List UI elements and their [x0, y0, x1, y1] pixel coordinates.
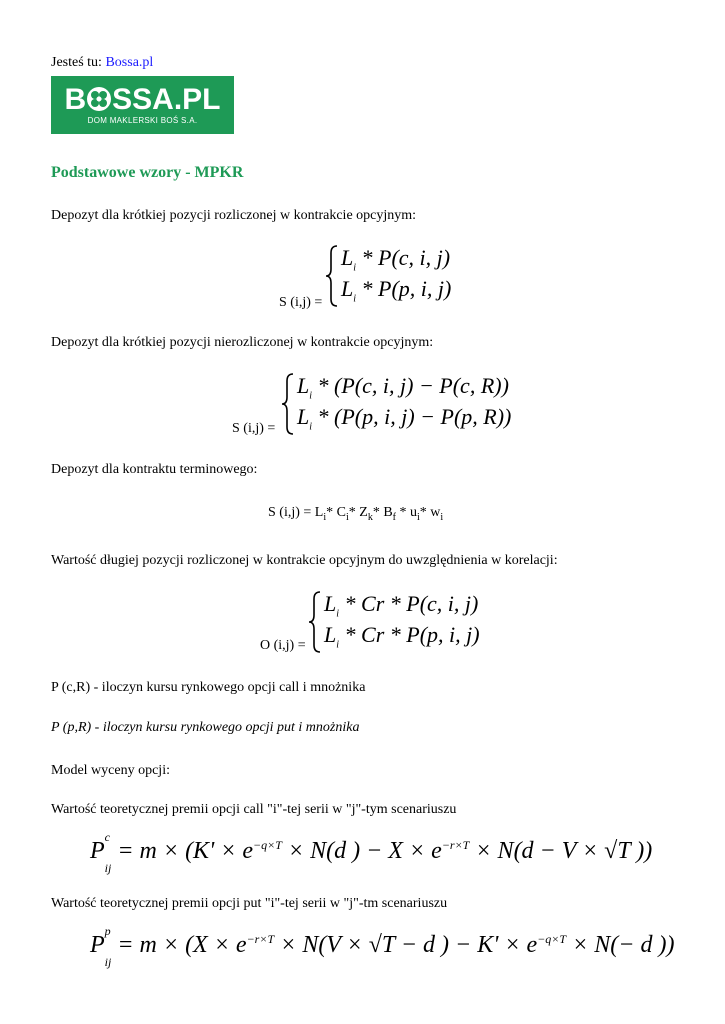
paragraph-short-unsettled: Depozyt dla krótkiej pozycji nierozliczonej w kontrakcie opcyjnym:: [51, 335, 434, 350]
page-title: Podstawowe wzory - MPKR: [51, 164, 244, 181]
logo-subtitle: DOM MAKLERSKI BOŚ S.A.: [87, 116, 198, 125]
formula1-label: S (i,j) =: [279, 295, 323, 310]
logo-wordmark: B SSA.PL: [64, 83, 221, 116]
paragraph-futures: Depozyt dla kontraktu terminowego:: [51, 462, 258, 477]
paragraph-short-settled: Depozyt dla krótkiej pozycji rozliczonej w kontrakcie opcyjnym:: [51, 208, 417, 223]
paragraph-ppr: P (p,R) - iloczyn kursu rynkowego opcji put i mnożnika: [51, 720, 360, 735]
formula2-line2: $L_i * (P(p$, i, j) − P(p, R)): [297, 404, 512, 433]
brace-icon: [281, 373, 295, 435]
formula4: [308, 589, 478, 654]
bossa-logo[interactable]: [51, 76, 234, 134]
formula2-line1: $L_i * (P(c$, i, j) − P(c, R)): [297, 373, 509, 402]
breadcrumb-prefix: Jesteś tu:: [51, 55, 102, 70]
put-formula: P p $_{ij} = m \times (X \times e^{-r\times T} \times N(V \times √T - d$ ) − $K' \times e^{-q\times T} \times N(- d$ )): [90, 924, 675, 969]
breadcrumb-link-bossa[interactable]: Bossa.pl: [105, 55, 154, 70]
formula4-label: O (i,j) =: [260, 638, 306, 653]
formula2: [281, 371, 512, 436]
formula1-line1: $L_i * P(c$, i, j): [341, 245, 451, 274]
brace-icon: [325, 245, 339, 307]
paragraph-pcr: P (c,R) - iloczyn kursu rynkowego opcji call i mnożnika: [51, 680, 366, 695]
formula3: S $(i,j) = L_i*$ $C_i*$ $Z_k*$ $B_f * u_i*$ $w_i$: [268, 505, 444, 523]
breadcrumb: [51, 55, 153, 71]
formula1: [325, 243, 465, 308]
formula2-label: S (i,j) =: [232, 421, 276, 436]
call-formula: P c $_{ij} = m \times (K' \times e^{-q\times T} \times N(d$ ) − $X \times e^{-r\times T} \times N(d - V \times √T$ )): [90, 830, 653, 875]
formula1-line2: $L_i * P(p$, i, j): [341, 276, 452, 305]
formula4-line1: $L_i$ * Cr * P(c, i, j): [324, 591, 479, 620]
paragraph-put: Wartość teoretycznej premii opcji put "i"-tej serii w "j"-tm scenariuszu: [51, 896, 448, 911]
paragraph-call: Wartość teoretycznej premii opcji call "i"-tej serii w "j"-tym scenariuszu: [51, 802, 457, 817]
clover-icon: [86, 86, 112, 112]
paragraph-model: Model wyceny opcji:: [51, 763, 170, 778]
paragraph-long-settled: Wartość długiej pozycji rozliczonej w kontrakcie opcyjnym do uwzględnienia w korelacji:: [51, 553, 558, 568]
brace-icon: [308, 591, 322, 653]
formula4-line2: $L_i$ * Cr * P(p, i, j): [324, 622, 480, 651]
